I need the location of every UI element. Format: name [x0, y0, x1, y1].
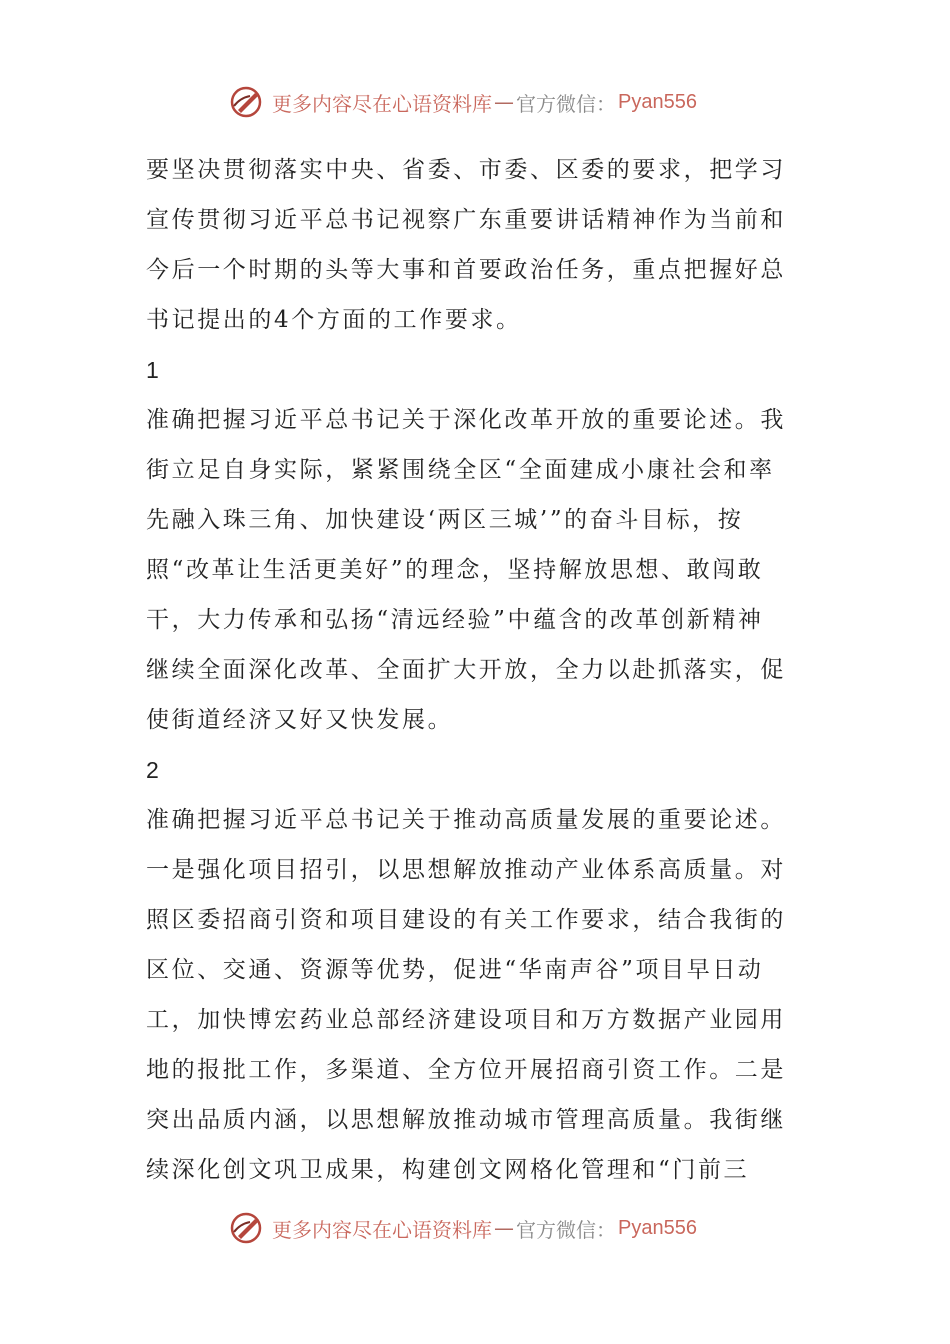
- wechat-id: Pyan556: [618, 1216, 697, 1239]
- watermark-header: [228, 84, 748, 120]
- text-line: 书记提出的4个方面的工作要求。: [146, 307, 522, 333]
- text-line: 照“改革让生活更美好”的理念，坚持解放思想、敢闯敢: [146, 557, 764, 583]
- section-number: 2: [146, 757, 159, 783]
- wechat-id: Pyan556: [618, 90, 697, 113]
- watermark-dash: —: [494, 1216, 514, 1240]
- text-line: 一是强化项目招引，以思想解放推动产业体系高质量。对: [146, 857, 786, 883]
- text-line: 准确把握习近平总书记关于推动高质量发展的重要论述。: [146, 807, 786, 833]
- watermark-text: 更多内容尽在心语资料库: [272, 91, 492, 116]
- text-line: 地的报批工作，多渠道、全方位开展招商引资工作。二是: [146, 1057, 786, 1083]
- watermark-footer: [228, 1210, 748, 1246]
- text-line: 先融入珠三角、加快建设‘两区三城’”的奋斗目标，按: [146, 507, 744, 533]
- text-line: 要坚决贯彻落实中央、省委、市委、区委的要求，把学习: [146, 157, 786, 183]
- document-body: [146, 145, 806, 1195]
- text-line: 干，大力传承和弘扬“清远经验”中蕴含的改革创新精神: [146, 607, 764, 633]
- text-line: 继续全面深化改革、全面扩大开放，全力以赴抓落实，促: [146, 657, 786, 683]
- wechat-label: 官方微信：: [516, 1217, 616, 1242]
- text-line: 照区委招商引资和项目建设的有关工作要求，结合我街的: [146, 907, 786, 933]
- text-line: 突出品质内涵，以思想解放推动城市管理高质量。我街继: [146, 1107, 786, 1133]
- wechat-label: 官方微信：: [516, 91, 616, 116]
- text-line: 使街道经济又好又快发展。: [146, 707, 454, 733]
- text-line: 街立足自身实际，紧紧围绕全区“全面建成小康社会和率: [146, 457, 775, 483]
- watermark-text: 更多内容尽在心语资料库: [272, 1217, 492, 1242]
- text-line: 续深化创文巩卫成果，构建创文网格化管理和“门前三: [146, 1157, 750, 1183]
- pen-logo-icon: [228, 1210, 266, 1246]
- pen-logo-icon: [228, 84, 266, 120]
- section-number: 1: [146, 357, 159, 383]
- text-line: 宣传贯彻习近平总书记视察广东重要讲话精神作为当前和: [146, 207, 786, 233]
- text-line: 今后一个时期的头等大事和首要政治任务，重点把握好总: [146, 257, 786, 283]
- text-line: 区位、交通、资源等优势，促进“华南声谷”项目早日动: [146, 957, 764, 983]
- text-line: 工，加快博宏药业总部经济建设项目和万方数据产业园用: [146, 1007, 786, 1033]
- watermark-dash: —: [494, 90, 514, 114]
- text-line: 准确把握习近平总书记关于深化改革开放的重要论述。我: [146, 407, 786, 433]
